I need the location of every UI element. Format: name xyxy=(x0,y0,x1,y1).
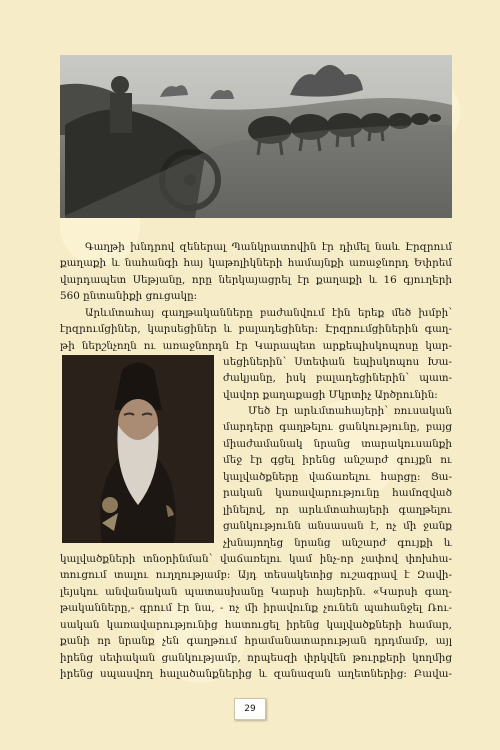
text-line: րական կառավարությունը համոզված xyxy=(223,487,452,500)
text-line: իրենց սեփական ցանկությամբ, որպեսզի փրկվեն թուրքերի կողմից xyxy=(60,651,452,664)
text-line: լինելով, որ արևմտահայերի գաղթելու xyxy=(223,503,452,516)
archbishop-portrait-graphic xyxy=(62,355,214,543)
text-line: վավոր քաղաքացի Մկրտիչ Արծրունին: xyxy=(223,388,438,401)
text-line: միաժամանակ նրանց տարակուսանքի xyxy=(223,437,452,450)
text-line: Արևմտահայ գաղթականները բաժանվում էին երեք մեծ խմբի՝ xyxy=(85,307,452,319)
text-line: կալվածքները վաճառելու հարցը: Ցա- xyxy=(223,470,452,483)
text-line: քանի որ նրանք չեն գաղթում հրամանատարության դրդմամբ, այլ xyxy=(60,635,452,648)
text-line: Գաղթի խնդրով զեներալ Պանկրատովին էր դիմել նաև Էրզրում xyxy=(85,241,452,253)
text-line: սեցիներին՝ Ստեփան եպիսկոպոս Խա- xyxy=(223,356,452,368)
page-number: 29 xyxy=(234,698,266,720)
text-line: սական կառավարությունից հատուցել իրենց կալվածքների համար, xyxy=(60,618,452,631)
text-line: թականները,- գրում էր նա, - ոչ մի իրավունք չունեն պահանջել Ռու- xyxy=(60,602,452,615)
text-line: ցանկությունն անսասան է, ոչ մի ջանք xyxy=(223,520,452,533)
text-line: թի ներշնչողն ու առաջնորդն էր Կարապետ արքեպիսկոպոսը կար- xyxy=(60,339,452,352)
text-line: Մեծ էր արևմտահայերի՝ ռուսական xyxy=(248,405,452,417)
text-line: ժակյանը, իսկ բալադեցիներին՝ պատ- xyxy=(223,372,452,385)
refugee-column-photo-graphic xyxy=(60,55,452,218)
text-line: իրենց սպասվող հալածանքներից և զանազան աղետներից: Բավա- xyxy=(60,668,452,681)
paragraph-3-continued xyxy=(60,551,452,683)
text-line: կալվածքների տնօրինման՝ վաճառելու կամ ինչ-որ չափով փոխհա- xyxy=(60,553,452,565)
paragraph-1 xyxy=(60,239,452,305)
text-line: քաղաքի և նահանգի հայ կաթոլիկների համայնքի առաջնորդ Եփրեմ xyxy=(60,257,452,270)
text-line: լեյսկու անվանական պատասխանը Կարսի հայերին. «Կարսի գաղ- xyxy=(60,585,452,598)
paragraph-3 xyxy=(223,403,452,551)
paragraph-2 xyxy=(60,305,452,354)
text-line: չխնայողեց նրանց անշարժ գույքի և xyxy=(223,536,452,549)
text-line: մարդերը գաղթելու ցանկությունը, բայց xyxy=(223,421,452,434)
text-line: վարդապետ Սեթյանը, որը ներկայացրել էր քաղաքի և 16 գյուղերի xyxy=(60,273,452,286)
paragraph-2-continued xyxy=(223,354,452,403)
text-line: տուցում տալու ուղղությամբ: Այդ տեսակետից ուշագրավ է Զավի- xyxy=(60,569,452,582)
text-line: մեջ էր գցել իրենց անշարժ գույքն ու xyxy=(223,454,452,467)
text-line: 560 ընտանիքի ցուցակը: xyxy=(60,290,198,303)
archbishop-portrait xyxy=(62,355,214,543)
text-line: էրզրումցիներ, կարսեցիներ և բալադեցիներ: Էրզրումցիներին գաղ- xyxy=(60,323,452,336)
refugee-column-photo xyxy=(60,55,452,218)
